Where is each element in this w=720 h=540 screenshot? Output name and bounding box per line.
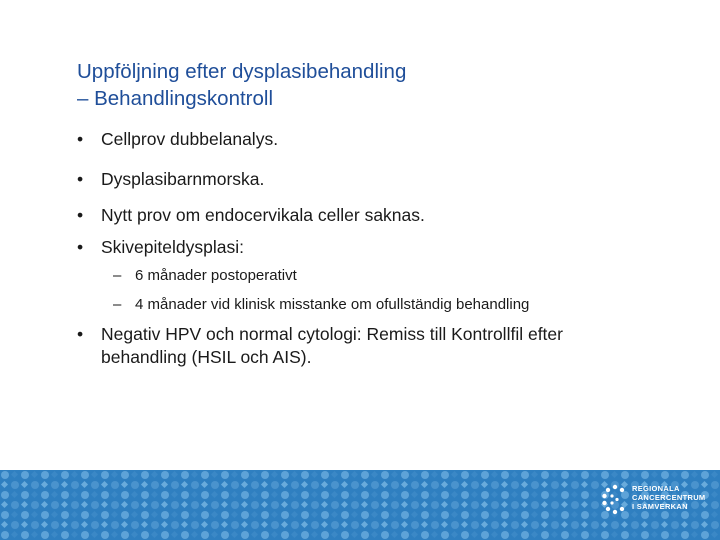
bullet-symbol: • bbox=[77, 129, 84, 149]
bullet-text: Cellprov dubbelanalys. bbox=[101, 129, 279, 149]
bullet-text-line-1: Negativ HPV och normal cytologi: Remiss till Kontrollfil efter bbox=[101, 324, 563, 344]
title-line-2: – Behandlingskontroll bbox=[77, 87, 274, 110]
sub-bullet-text: 4 månader vid klinisk misstanke om ofullständig behandling bbox=[135, 296, 530, 313]
bullet-text-line-2: behandling (HSIL och AIS). bbox=[101, 347, 312, 367]
bullet-text: Dysplasibarnmorska. bbox=[101, 169, 265, 189]
bullet-symbol: • bbox=[77, 324, 84, 344]
logo-text bbox=[632, 484, 705, 511]
dash-symbol: – bbox=[113, 267, 122, 284]
sub-bullet-text: 6 månader postoperativt bbox=[135, 267, 297, 284]
bullet-symbol: • bbox=[77, 237, 84, 257]
logo-line-1: REGIONALA bbox=[632, 484, 680, 493]
slide-title bbox=[77, 58, 677, 112]
bullet-symbol: • bbox=[77, 205, 84, 225]
bullet-text: Skivepiteldysplasi: bbox=[101, 237, 244, 257]
rcc-logo-icon bbox=[602, 484, 628, 518]
bullet-text: Nytt prov om endocervikala celler saknas. bbox=[101, 205, 425, 225]
rcc-logo bbox=[602, 480, 714, 536]
dash-symbol: – bbox=[113, 296, 122, 313]
logo-line-3: I SAMVERKAN bbox=[632, 502, 688, 511]
bullet-symbol: • bbox=[77, 169, 84, 189]
logo-line-2: CANCERCENTRUM bbox=[632, 493, 706, 502]
title-line-1: Uppföljning efter dysplasibehandling bbox=[77, 60, 407, 83]
